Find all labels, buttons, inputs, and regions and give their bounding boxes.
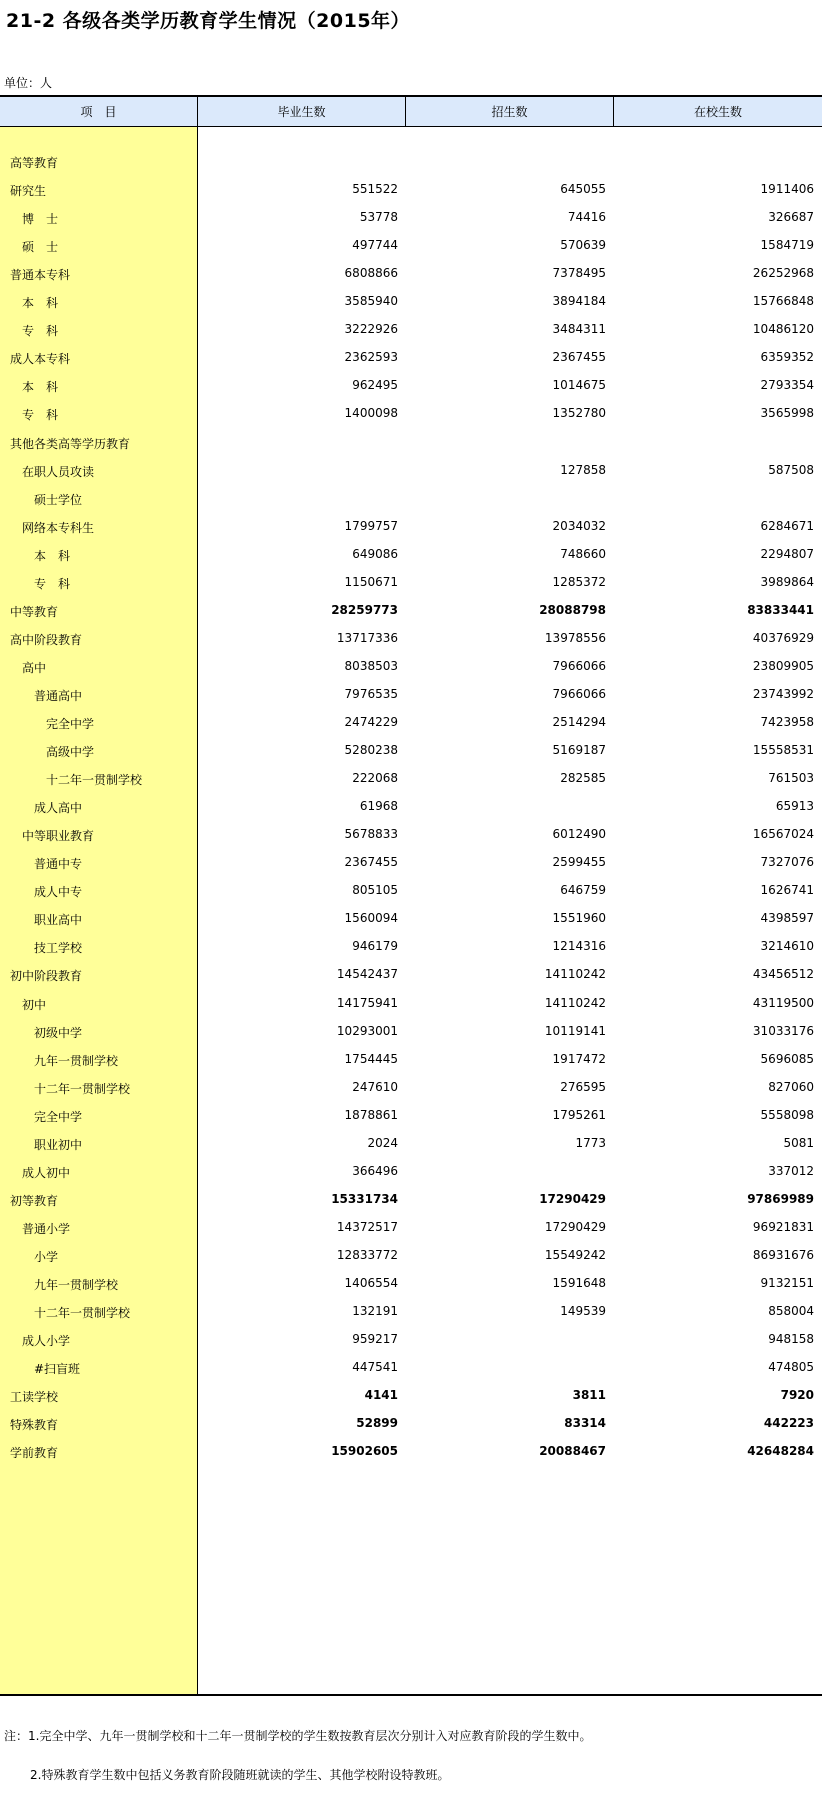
row-label: 普通高中 <box>34 689 83 703</box>
enrollment-cell: 1014675 <box>552 378 606 392</box>
graduates-cell: 959217 <box>352 1332 398 1346</box>
enrollment-cell: 282585 <box>560 771 606 785</box>
graduates-cell: 61968 <box>359 799 398 813</box>
graduates-cell: 10293001 <box>336 1024 398 1038</box>
footnote-2: 2.特殊教育学生数中包括义务教育阶段随班就读的学生、其他学校附设特教班。 <box>30 1768 450 1782</box>
graduates-cell: 222068 <box>352 771 398 785</box>
graduates-cell: 962495 <box>352 378 398 392</box>
graduates-cell: 247610 <box>352 1080 398 1094</box>
row-label: 初中阶段教育 <box>10 969 83 983</box>
students-cell: 3214610 <box>760 939 814 953</box>
graduates-cell: 2367455 <box>344 855 398 869</box>
row-label: 小学 <box>34 1250 59 1264</box>
students-cell: 42648284 <box>747 1444 814 1458</box>
row-label: 初中 <box>22 998 47 1012</box>
students-cell: 7327076 <box>760 855 814 869</box>
enrollment-cell: 1551960 <box>552 911 606 925</box>
students-cell: 10486120 <box>752 322 814 336</box>
students-cell: 5696085 <box>760 1052 814 1066</box>
students-cell: 43456512 <box>752 967 814 981</box>
header-students: 在校生数 <box>614 97 822 127</box>
row-label: 高等教育 <box>10 156 59 170</box>
enrollment-cell: 28088798 <box>539 603 606 617</box>
students-cell: 858004 <box>768 1304 814 1318</box>
row-label: 成人本专科 <box>10 352 71 366</box>
row-label: 普通小学 <box>22 1222 71 1236</box>
enrollment-cell: 1917472 <box>552 1052 606 1066</box>
students-cell: 43119500 <box>752 996 814 1010</box>
table-bottom-border <box>0 1694 822 1696</box>
row-label: 成人中专 <box>34 885 83 899</box>
enrollment-cell: 7966066 <box>552 687 606 701</box>
row-label: 硕 士 <box>22 240 59 254</box>
row-label: 学前教育 <box>10 1446 59 1460</box>
graduates-cell: 132191 <box>352 1304 398 1318</box>
graduates-cell: 13717336 <box>336 631 398 645</box>
row-label: 十二年一贯制学校 <box>34 1082 131 1096</box>
enrollment-cell: 2599455 <box>552 855 606 869</box>
enrollment-cell: 1352780 <box>552 406 606 420</box>
students-cell: 326687 <box>768 210 814 224</box>
row-label: 本 科 <box>34 549 71 563</box>
enrollment-cell: 7966066 <box>552 659 606 673</box>
row-label: 本 科 <box>22 380 59 394</box>
row-label: 其他各类高等学历教育 <box>10 437 131 451</box>
enrollment-cell: 17290429 <box>544 1220 606 1234</box>
enrollment-cell: 14110242 <box>544 996 606 1010</box>
header-enrollment: 招生数 <box>406 97 614 127</box>
graduates-cell: 447541 <box>352 1360 398 1374</box>
graduates-cell: 1560094 <box>344 911 398 925</box>
graduates-cell: 14542437 <box>336 967 398 981</box>
graduates-cell: 946179 <box>352 939 398 953</box>
row-label: 十二年一贯制学校 <box>46 773 143 787</box>
table-row <box>0 958 822 990</box>
page-title: 21-2 各级各类学历教育学生情况（2015年） <box>6 10 411 32</box>
students-cell: 86931676 <box>752 1248 814 1262</box>
row-label: 博 士 <box>22 212 59 226</box>
students-cell: 827060 <box>768 1080 814 1094</box>
students-cell: 65913 <box>775 799 814 813</box>
students-cell: 96921831 <box>752 1220 814 1234</box>
enrollment-cell: 276595 <box>560 1080 606 1094</box>
enrollment-cell: 17290429 <box>539 1192 606 1206</box>
students-cell: 1584719 <box>760 238 814 252</box>
enrollment-cell: 1285372 <box>552 575 606 589</box>
enrollment-cell: 570639 <box>560 238 606 252</box>
students-cell: 83833441 <box>747 603 814 617</box>
enrollment-cell: 10119141 <box>544 1024 606 1038</box>
row-label: 职业初中 <box>34 1138 83 1152</box>
row-label: 高中阶段教育 <box>10 633 83 647</box>
row-label: 普通中专 <box>34 857 83 871</box>
graduates-cell: 4141 <box>364 1388 398 1402</box>
enrollment-cell: 2034032 <box>552 519 606 533</box>
graduates-cell: 53778 <box>359 210 398 224</box>
students-cell: 1626741 <box>760 883 814 897</box>
students-cell: 442223 <box>763 1416 814 1430</box>
enrollment-cell: 1795261 <box>552 1108 606 1122</box>
row-label: 专 科 <box>22 408 59 422</box>
graduates-cell: 551522 <box>352 182 398 196</box>
students-cell: 948158 <box>768 1332 814 1346</box>
graduates-cell: 5678833 <box>344 827 398 841</box>
row-label: 初级中学 <box>34 1026 83 1040</box>
graduates-cell: 14175941 <box>336 996 398 1010</box>
enrollment-cell: 645055 <box>560 182 606 196</box>
row-label: 九年一贯制学校 <box>34 1054 119 1068</box>
row-label: #扫盲班 <box>34 1362 81 1376</box>
header-item: 项 目 <box>0 97 198 127</box>
graduates-cell: 15902605 <box>331 1444 398 1458</box>
row-label: 成人小学 <box>22 1334 71 1348</box>
enrollment-cell: 646759 <box>560 883 606 897</box>
graduates-cell: 3585940 <box>344 294 398 308</box>
enrollment-cell: 20088467 <box>539 1444 606 1458</box>
students-cell: 1911406 <box>760 182 814 196</box>
graduates-cell: 6808866 <box>344 266 398 280</box>
row-label: 研究生 <box>10 184 47 198</box>
row-label: 特殊教育 <box>10 1418 59 1432</box>
enrollment-cell: 2367455 <box>552 350 606 364</box>
enrollment-cell: 13978556 <box>544 631 606 645</box>
graduates-cell: 5280238 <box>344 743 398 757</box>
enrollment-cell: 3894184 <box>552 294 606 308</box>
students-cell: 587508 <box>768 463 814 477</box>
students-cell: 7920 <box>780 1388 814 1402</box>
graduates-cell: 1406554 <box>344 1276 398 1290</box>
students-cell: 97869989 <box>747 1192 814 1206</box>
graduates-cell: 1878861 <box>344 1108 398 1122</box>
row-label: 高级中学 <box>46 745 95 759</box>
row-label: 成人高中 <box>34 801 83 815</box>
students-cell: 3989864 <box>760 575 814 589</box>
students-cell: 40376929 <box>752 631 814 645</box>
table-row <box>0 1435 822 1467</box>
students-cell: 761503 <box>768 771 814 785</box>
students-cell: 2294807 <box>760 547 814 561</box>
graduates-cell: 3222926 <box>344 322 398 336</box>
row-label: 网络本专科生 <box>22 521 95 535</box>
students-cell: 15558531 <box>752 743 814 757</box>
students-cell: 23809905 <box>752 659 814 673</box>
row-label: 九年一贯制学校 <box>34 1278 119 1292</box>
graduates-cell: 15331734 <box>331 1192 398 1206</box>
graduates-cell: 2474229 <box>344 715 398 729</box>
students-cell: 337012 <box>768 1164 814 1178</box>
enrollment-cell: 3811 <box>572 1388 606 1402</box>
students-cell: 5558098 <box>760 1108 814 1122</box>
graduates-cell: 8038503 <box>344 659 398 673</box>
row-label: 成人初中 <box>22 1166 71 1180</box>
footnote-1: 注：1.完全中学、九年一贯制学校和十二年一贯制学校的学生数按教育层次分别计入对应教育阶段的学生数中。 <box>4 1729 592 1743</box>
graduates-cell: 805105 <box>352 883 398 897</box>
students-cell: 6284671 <box>760 519 814 533</box>
graduates-cell: 1799757 <box>344 519 398 533</box>
row-label: 职业高中 <box>34 913 83 927</box>
graduates-cell: 2024 <box>367 1136 398 1150</box>
graduates-cell: 7976535 <box>344 687 398 701</box>
graduates-cell: 12833772 <box>336 1248 398 1262</box>
row-label: 专 科 <box>34 577 71 591</box>
enrollment-cell: 127858 <box>560 463 606 477</box>
graduates-cell: 497744 <box>352 238 398 252</box>
row-label: 本 科 <box>22 296 59 310</box>
enrollment-cell: 1773 <box>575 1136 606 1150</box>
graduates-cell: 2362593 <box>344 350 398 364</box>
students-cell: 26252968 <box>752 266 814 280</box>
row-label: 工读学校 <box>10 1390 59 1404</box>
graduates-cell: 14372517 <box>336 1220 398 1234</box>
students-cell: 5081 <box>783 1136 814 1150</box>
enrollment-cell: 83314 <box>564 1416 606 1430</box>
unit-label: 单位：人 <box>4 76 53 90</box>
row-label: 完全中学 <box>46 717 95 731</box>
row-label: 技工学校 <box>34 941 83 955</box>
students-cell: 31033176 <box>752 1024 814 1038</box>
graduates-cell: 28259773 <box>331 603 398 617</box>
enrollment-cell: 748660 <box>560 547 606 561</box>
row-label: 专 科 <box>22 324 59 338</box>
graduates-cell: 1150671 <box>344 575 398 589</box>
enrollment-cell: 1591648 <box>552 1276 606 1290</box>
enrollment-cell: 3484311 <box>552 322 606 336</box>
enrollment-cell: 6012490 <box>552 827 606 841</box>
header-graduates: 毕业生数 <box>198 97 406 127</box>
row-label: 在职人员攻读 <box>22 465 95 479</box>
enrollment-cell: 2514294 <box>552 715 606 729</box>
students-cell: 16567024 <box>752 827 814 841</box>
enrollment-cell: 74416 <box>567 210 606 224</box>
enrollment-cell: 149539 <box>560 1304 606 1318</box>
enrollment-cell: 1214316 <box>552 939 606 953</box>
students-cell: 474805 <box>768 1360 814 1374</box>
students-cell: 4398597 <box>760 911 814 925</box>
enrollment-cell: 15549242 <box>544 1248 606 1262</box>
students-cell: 2793354 <box>760 378 814 392</box>
table-row <box>0 397 822 429</box>
row-label: 完全中学 <box>34 1110 83 1124</box>
enrollment-cell: 5169187 <box>552 743 606 757</box>
students-cell: 7423958 <box>760 715 814 729</box>
row-label: 高中 <box>22 661 47 675</box>
row-label: 中等职业教育 <box>22 829 95 843</box>
row-label: 初等教育 <box>10 1194 59 1208</box>
graduates-cell: 366496 <box>352 1164 398 1178</box>
students-cell: 15766848 <box>752 294 814 308</box>
graduates-cell: 52899 <box>356 1416 398 1430</box>
enrollment-cell: 14110242 <box>544 967 606 981</box>
students-cell: 3565998 <box>760 406 814 420</box>
row-label: 硕士学位 <box>34 493 83 507</box>
students-cell: 9132151 <box>760 1276 814 1290</box>
row-label: 普通本专科 <box>10 268 71 282</box>
students-cell: 23743992 <box>752 687 814 701</box>
graduates-cell: 1754445 <box>344 1052 398 1066</box>
row-label: 十二年一贯制学校 <box>34 1306 131 1320</box>
row-label: 中等教育 <box>10 605 59 619</box>
graduates-cell: 649086 <box>352 547 398 561</box>
students-cell: 6359352 <box>760 350 814 364</box>
graduates-cell: 1400098 <box>344 406 398 420</box>
enrollment-cell: 7378495 <box>552 266 606 280</box>
